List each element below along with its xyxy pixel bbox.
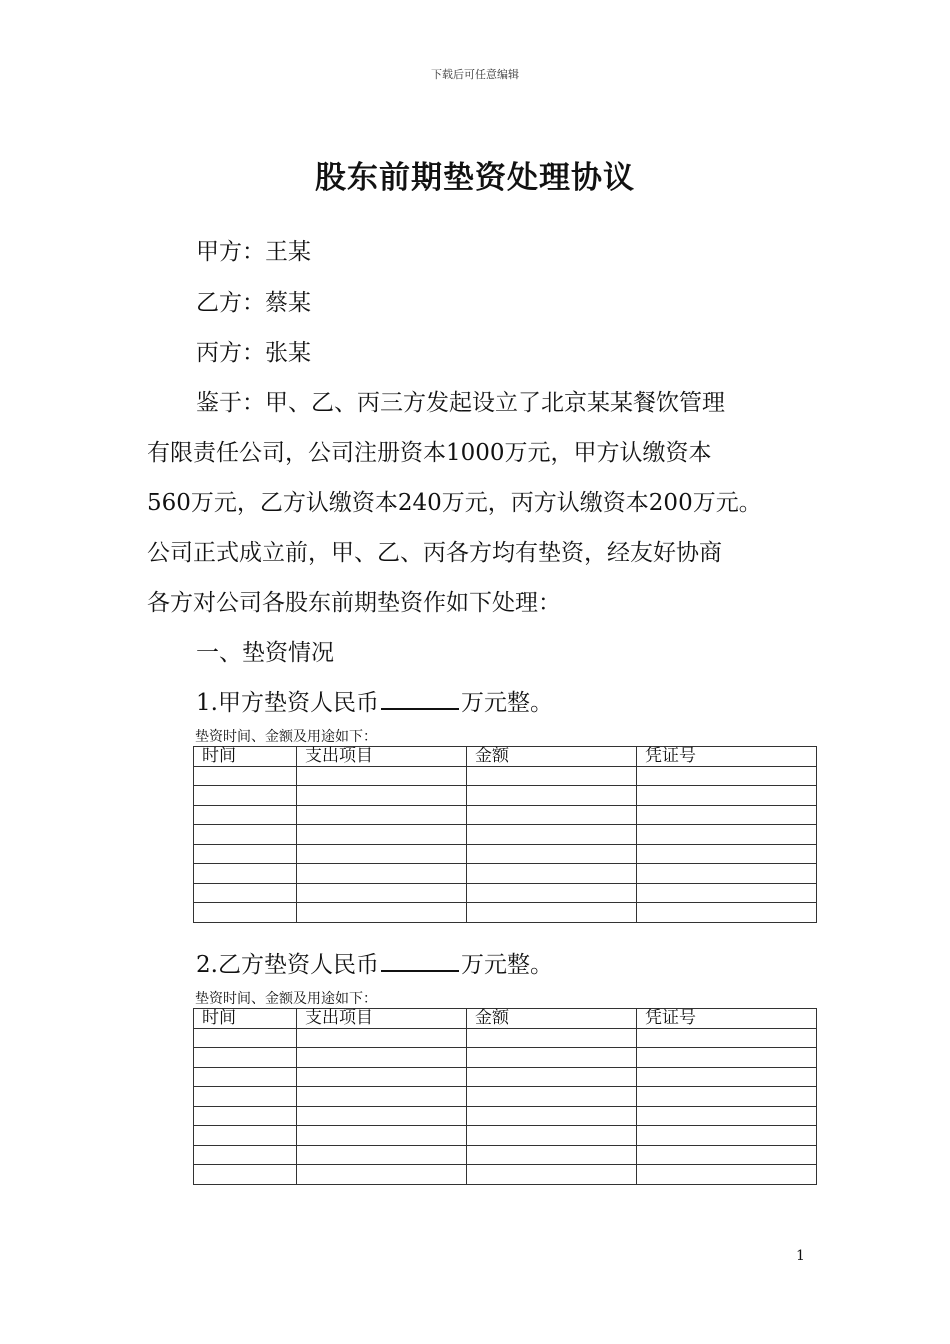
advance-table-1 [193, 746, 817, 923]
table-cell[interactable] [467, 1067, 637, 1087]
table-cell[interactable] [297, 864, 467, 884]
item-1-suffix: 万元整。 [460, 690, 553, 716]
table-cell[interactable] [637, 1126, 817, 1146]
table-cell[interactable] [297, 805, 467, 825]
table-cell[interactable] [297, 1126, 467, 1146]
table-cell[interactable] [637, 805, 817, 825]
header-voucher-no: 凭证号 [637, 747, 817, 767]
header-voucher-no: 凭证号 [637, 1009, 817, 1029]
table-cell[interactable] [194, 1126, 297, 1146]
table-cell[interactable] [194, 1165, 297, 1185]
body-line-4: 公司正式成立前，甲、乙、丙各方均有垫资，经友好协商 [147, 540, 722, 566]
table-cell[interactable] [297, 825, 467, 845]
body-line-5: 各方对公司各股东前期垫资作如下处理： [147, 590, 561, 616]
table-1-note: 垫资时间、金额及用途如下： [195, 729, 377, 745]
table-cell[interactable] [467, 864, 637, 884]
table-row [194, 1145, 817, 1165]
item-2-suffix: 万元整。 [460, 952, 553, 978]
table-cell[interactable] [194, 766, 297, 786]
page-number: 1 [796, 1248, 805, 1264]
table-row [194, 786, 817, 806]
table-cell[interactable] [467, 805, 637, 825]
table-cell[interactable] [297, 903, 467, 923]
item-2-amount-blank[interactable] [381, 950, 459, 972]
body-line-3: 560万元，乙方认缴资本240万元，丙方认缴资本200万元。 [147, 490, 762, 516]
table-cell[interactable] [194, 825, 297, 845]
header-time: 时间 [194, 1009, 297, 1029]
table-cell[interactable] [297, 1048, 467, 1068]
table-cell[interactable] [637, 1165, 817, 1185]
table-cell[interactable] [637, 1087, 817, 1107]
table-row [194, 1106, 817, 1126]
table-cell[interactable] [194, 1087, 297, 1107]
table-row [194, 1048, 817, 1068]
table-cell[interactable] [637, 825, 817, 845]
table-row [194, 1126, 817, 1146]
table-row [194, 883, 817, 903]
header-expense-item: 支出项目 [297, 747, 467, 767]
table-cell[interactable] [194, 1106, 297, 1126]
table-cell[interactable] [637, 844, 817, 864]
table-cell[interactable] [637, 766, 817, 786]
table-cell[interactable] [637, 1106, 817, 1126]
table-cell[interactable] [467, 825, 637, 845]
item-1-line [196, 684, 553, 717]
item-1-amount-blank[interactable] [381, 688, 459, 710]
table-row [194, 844, 817, 864]
table-cell[interactable] [297, 883, 467, 903]
table-cell[interactable] [194, 844, 297, 864]
item-2-line [196, 946, 553, 979]
section-heading: 一、垫资情况 [196, 640, 334, 666]
table-row [194, 805, 817, 825]
table-cell[interactable] [194, 903, 297, 923]
table-cell[interactable] [194, 1028, 297, 1048]
table-cell[interactable] [297, 1028, 467, 1048]
table-cell[interactable] [637, 1028, 817, 1048]
table-cell[interactable] [467, 1145, 637, 1165]
table-cell[interactable] [467, 1087, 637, 1107]
table-cell[interactable] [297, 1145, 467, 1165]
table-row [194, 825, 817, 845]
item-1-prefix: 1.甲方垫资人民币 [196, 690, 379, 716]
table-row [194, 1067, 817, 1087]
table-cell[interactable] [297, 1087, 467, 1107]
table-cell[interactable] [467, 883, 637, 903]
table-cell[interactable] [467, 844, 637, 864]
table-cell[interactable] [467, 1028, 637, 1048]
table-row [194, 1165, 817, 1185]
table-cell[interactable] [467, 786, 637, 806]
table-cell[interactable] [637, 1048, 817, 1068]
table-header-row [194, 1009, 817, 1029]
table-cell[interactable] [637, 864, 817, 884]
header-expense-item: 支出项目 [297, 1009, 467, 1029]
table-2-note: 垫资时间、金额及用途如下： [195, 991, 377, 1007]
table-cell[interactable] [467, 1106, 637, 1126]
table-cell[interactable] [637, 883, 817, 903]
header-note: 下载后可任意编辑 [431, 68, 519, 81]
table-cell[interactable] [637, 1067, 817, 1087]
table-row [194, 903, 817, 923]
table-cell[interactable] [297, 766, 467, 786]
table-cell[interactable] [194, 1145, 297, 1165]
table-cell[interactable] [297, 1067, 467, 1087]
table-cell[interactable] [194, 786, 297, 806]
table-cell[interactable] [637, 1145, 817, 1165]
table-cell[interactable] [194, 864, 297, 884]
table-cell[interactable] [467, 1048, 637, 1068]
table-cell[interactable] [194, 1048, 297, 1068]
table-cell[interactable] [194, 1067, 297, 1087]
table-cell[interactable] [194, 883, 297, 903]
advance-table-2 [193, 1008, 817, 1185]
table-cell[interactable] [637, 903, 817, 923]
header-amount: 金额 [467, 747, 637, 767]
party-a: 甲方：王某 [196, 239, 311, 265]
table-row [194, 1028, 817, 1048]
table-cell[interactable] [194, 805, 297, 825]
table-cell[interactable] [297, 1165, 467, 1185]
table-header-row [194, 747, 817, 767]
table-cell[interactable] [467, 903, 637, 923]
table-cell[interactable] [467, 766, 637, 786]
table-cell[interactable] [297, 786, 467, 806]
item-2-prefix: 2.乙方垫资人民币 [196, 952, 379, 978]
table-row [194, 864, 817, 884]
table-row [194, 766, 817, 786]
table-cell[interactable] [637, 786, 817, 806]
table-cell[interactable] [297, 844, 467, 864]
document-title: 股东前期垫资处理协议 [315, 160, 635, 196]
body-line-1: 鉴于：甲、乙、丙三方发起设立了北京某某餐饮管理 [196, 390, 725, 416]
table-row [194, 1087, 817, 1107]
table-cell[interactable] [467, 1165, 637, 1185]
party-b: 乙方：蔡某 [196, 290, 311, 316]
table-cell[interactable] [467, 1126, 637, 1146]
header-amount: 金额 [467, 1009, 637, 1029]
table-cell[interactable] [297, 1106, 467, 1126]
body-line-2: 有限责任公司，公司注册资本1000万元，甲方认缴资本 [147, 440, 712, 466]
party-c: 丙方：张某 [196, 340, 311, 366]
header-time: 时间 [194, 747, 297, 767]
